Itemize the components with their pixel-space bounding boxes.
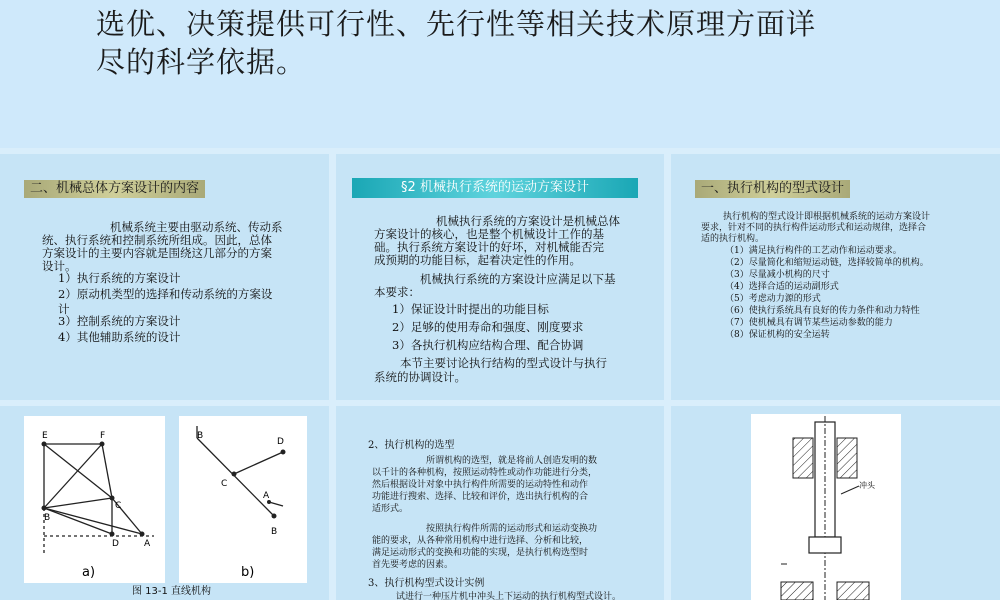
- point-label: C: [221, 479, 228, 489]
- text-line: 3）控制系统的方案设计: [58, 314, 181, 328]
- slide-title: 一、执行机构的型式设计: [695, 180, 850, 198]
- text-line: 满足运动形式的变换和功能的实现，是执行机构选型时: [372, 548, 589, 558]
- header-text-line2: 尽的科学依据。: [96, 45, 307, 79]
- text-line: （1）满足执行构件的工艺动作和运动要求。: [725, 246, 902, 256]
- divider: [329, 148, 336, 600]
- text-line: 3、执行机构型式设计实例: [368, 578, 485, 589]
- text-line: 适的执行机构。: [701, 234, 765, 244]
- text-line: 以千计的各种机构，按照运动特性或动作功能进行分类，: [372, 468, 598, 478]
- slide-thumbnail-2[interactable]: [336, 154, 664, 400]
- punch-diagram: [751, 414, 901, 600]
- text-line: 方案设计的主要内容就是围绕这几部分的方案: [42, 246, 272, 260]
- text-line: 本节主要讨论执行结构的型式设计与执行: [400, 356, 607, 370]
- text-line: 机械系统主要由驱动系统、传动系: [110, 220, 283, 234]
- slide-title: §2 机械执行系统的运动方案设计: [352, 178, 638, 198]
- text-line: 成预期的功能目标，起着决定性的作用。: [374, 253, 581, 267]
- text-line: 设计。: [42, 259, 77, 273]
- text-line: 首先要考虑的因素。: [372, 560, 454, 570]
- point-label: D: [277, 437, 284, 447]
- point-label: D: [112, 539, 119, 549]
- text-line: 系统的协调设计。: [374, 370, 466, 384]
- text-line: 能的要求，从各种常用机构中进行选择、分析和比较，: [372, 536, 589, 546]
- point-label: F: [100, 431, 106, 441]
- point-label: A: [263, 491, 270, 501]
- slide-thumbnail-5[interactable]: [336, 406, 664, 600]
- divider: [664, 148, 671, 600]
- text-line: （8）保证机构的安全运转: [725, 330, 830, 340]
- text-line: 试进行一种压片机中冲头上下运动的执行机构型式设计。: [396, 592, 622, 600]
- text-line: 2）足够的使用寿命和强度、刚度要求: [392, 320, 584, 334]
- text-line: 本要求：: [374, 285, 420, 299]
- figure-label-a: a): [82, 565, 96, 580]
- text-line: （6）使执行系统具有良好的传力条件和动力特性: [725, 306, 920, 316]
- text-line: 功能进行搜索、选择、比较和评价，选出执行机构的合: [372, 492, 589, 502]
- header-text-line1: 选优、决策提供可行性、先行性等相关技术原理方面详: [96, 7, 817, 41]
- text-line: （5）考虑动力源的形式: [725, 294, 821, 304]
- text-line: （4）选择合适的运动副形式: [725, 282, 839, 292]
- point-label: E: [42, 431, 48, 441]
- mechanism-figure-a: [24, 416, 165, 583]
- point-label: B: [271, 527, 278, 537]
- point-label: C: [115, 501, 122, 511]
- text-line: 2、执行机构的选型: [368, 440, 455, 451]
- text-line: 按照执行构件所需的运动形式和运动变换功: [426, 524, 598, 534]
- figure-label-b: b): [241, 565, 255, 580]
- point-label: B: [44, 513, 51, 523]
- point-label: B: [197, 431, 204, 441]
- point-label: A: [144, 539, 151, 549]
- slide-thumbnail-6[interactable]: [671, 406, 1000, 600]
- text-line: 适形式。: [372, 504, 409, 514]
- figure-caption: 图 13-1 直线机构: [132, 586, 212, 597]
- text-line: 2）原动机类型的选择和传动系统的方案设: [58, 287, 273, 301]
- text-line: 础。执行系统方案设计的好坏，对机械能否完: [374, 240, 604, 254]
- text-line: 然后根据设计对象中执行构件所需要的运动特性和动作: [372, 480, 589, 490]
- text-line: （3）尽量减小机构的尺寸: [725, 270, 830, 280]
- punch-label: 冲头: [859, 481, 875, 490]
- text-line: 统、执行系统和控制系统所组成。因此，总体: [42, 233, 272, 247]
- slide-thumbnail-4[interactable]: [0, 406, 329, 600]
- text-line: 执行机构的型式设计即根据机械系统的运动方案设计: [723, 212, 931, 222]
- mechanism-figure-b: [179, 416, 307, 583]
- linkage-diagram-b: [179, 416, 307, 583]
- slide-thumbnail-3[interactable]: [671, 154, 1000, 400]
- text-line: 4）其他辅助系统的设计: [58, 330, 181, 344]
- slide-title: 二、机械总体方案设计的内容: [24, 180, 205, 198]
- text-line: 1）执行系统的方案设计: [58, 271, 181, 285]
- punch-drawing: [751, 414, 901, 600]
- slide-thumbnail-1[interactable]: [0, 154, 329, 400]
- text-line: （7）使机械具有调节某些运动参数的能力: [725, 318, 893, 328]
- text-line: 3）各执行机构应结构合理、配合协调: [392, 338, 584, 352]
- text-line: 方案设计的核心，也是整个机械设计工作的基: [374, 227, 604, 241]
- text-line: （2）尽量简化和缩短运动链，选择较简单的机构。: [725, 258, 929, 268]
- text-line: 1）保证设计时提出的功能目标: [392, 302, 549, 316]
- header-area: [0, 0, 1000, 148]
- text-line: 机械执行系统的方案设计是机械总体: [436, 214, 620, 228]
- text-line: 要求，针对不同的执行构件运动形式和运动规律，选择合: [701, 223, 927, 233]
- text-line: 所谓机构的选型，就是将前人创造发明的数: [426, 456, 598, 466]
- text-line: 计: [58, 302, 70, 316]
- text-line: 机械执行系统的方案设计应满足以下基: [420, 272, 616, 286]
- linkage-diagram-a: [24, 416, 165, 583]
